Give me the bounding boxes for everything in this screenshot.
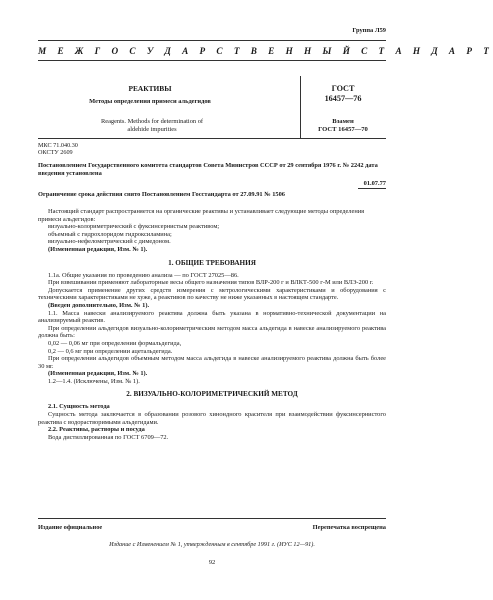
page-number: 92 — [208, 559, 216, 566]
english-title — [52, 118, 252, 133]
footer-rule — [38, 518, 386, 519]
replaces-gost: ГОСТ 16457—70 — [318, 126, 368, 133]
okstu-code: ОКСТУ 2609 — [38, 149, 73, 157]
decree-text: Постановлением Государственного комитета стандартов Совета Министров СССР от 29 сентября 1976 г. № 2242 дата введения установлена — [38, 162, 378, 177]
revision-note: (Измененная редакция, Изм. № 1). — [48, 370, 148, 378]
document-subtitle: Методы определения примеси альдегидов — [89, 98, 211, 105]
limit-note: Ограничение срока действия снято Постановлением Госстандарта от 27.09.91 № 1506 — [38, 191, 285, 198]
clause-1-2-1-4: 1.2—1.4. (Исключены, Изм. № 1). — [48, 377, 140, 385]
interstate-standard-banner: М Е Ж Г О С У Д А Р С Т В Е Н Н Ы Й С Т А Н Д А Р Т — [38, 46, 493, 56]
revision-note: (Измененная редакция, Изм. № 1). — [48, 245, 148, 253]
clause-1-1a-weighing: При взвешивании применяют лабораторные весы общего назначения типов ВЛР-200 г и ВЛКТ-500 г-М или ВЛЭ-200 г. — [48, 279, 374, 287]
clause-1-1a: 1.1а. Общие указания по проведению анализа — по ГОСТ 27025—86. — [48, 271, 239, 279]
document-body — [38, 208, 386, 441]
gost-label: ГОСТ — [331, 84, 355, 93]
document-title: РЕАКТИВЫ — [128, 84, 172, 93]
revision-note: (Введен дополнительно, Изм. № 1). — [48, 301, 150, 309]
banner-rule — [38, 60, 386, 61]
clause-2-2-text: Вода дистиллированная по ГОСТ 6709—72. — [48, 433, 169, 441]
introduction-date: 01.07.77 — [363, 180, 386, 187]
intro-paragraph: Настоящий стандарт распространяется на органические реактивы и устанавливает следующие методы определения примеси альдегидов: — [38, 208, 365, 223]
gost-code: 16457—76 — [324, 94, 362, 103]
clause-1-1-formaldehyde: 0,02 — 0,06 мг при определении формальдегида, — [48, 339, 182, 347]
clause-1-1a-equipment: Допускается применение других средств измерения с метрологическими характеристиками и оборудования с техническими характеристиками не хуже, а реактивов по качеству не ниже указанных в настоящем стандарте. — [38, 286, 386, 302]
date-underline — [358, 188, 386, 189]
edition-note: Издание с Изменением № 1, утвержденным в сентябре 1991 г. (ИУС 12—91). — [109, 541, 315, 548]
clause-2-2-heading: 2.2. Реактивы, растворы и посуда — [48, 426, 145, 434]
mks-code: МКС 71.040.30 — [38, 142, 78, 149]
reprint-prohibited-label: Перепечатка воспрещена — [312, 524, 386, 531]
english-title-line: aldehide impurities — [127, 125, 177, 133]
section-2-heading: 2. ВИЗУАЛЬНО-КОЛОРИМЕТРИЧЕСКИЙ МЕТОД — [126, 390, 298, 399]
official-edition-label: Издание официальное — [38, 524, 103, 531]
clause-1-1-mass: При определении альдегидов визуально-колориметрическим методом масса альдегида в навеске анализируемого реактива должна быть: — [38, 324, 386, 340]
top-rule — [38, 40, 386, 41]
clause-2-1-heading: 2.1. Сущность метода — [48, 403, 110, 411]
method-item: визуально-нефелометрический с димедоном. — [48, 238, 171, 246]
method-item: объемный с гидрохлоридом гидроксиламина; — [48, 230, 172, 238]
clause-1-1: 1.1. Масса навески анализируемого реактива должна быть указана в нормативно-технической документации на анализируемый реактив. — [38, 309, 386, 325]
clause-2-1-text: Сущность метода заключается в образовании розового хинондного красителя при взаимодействии фуксинсернистого реактива с водорастворимыми альдегидами. — [38, 411, 386, 426]
title-bottom-rule — [38, 138, 386, 139]
gost-number — [300, 84, 386, 104]
classification-codes — [38, 142, 78, 157]
clause-1-1-acetaldehyde: 0,2 — 0,6 мг при определении ацетальдегида. — [48, 347, 173, 355]
method-item: визуально-колориметрический с фуксинсернистым реактивом; — [48, 223, 220, 231]
english-title-line: Reagents. Methods for determination of — [100, 118, 204, 125]
clause-1-1-volumetric: При определении альдегидов объемным методом масса альдегида в навеске анализируемого реактива должна быть более 30 мг. — [38, 355, 386, 370]
replaces-label: Взамен — [332, 118, 354, 125]
section-1-heading: 1. ОБЩИЕ ТРЕБОВАНИЯ — [168, 258, 256, 267]
replaces-block — [300, 118, 386, 134]
group-code: Группа Л59 — [352, 27, 386, 34]
